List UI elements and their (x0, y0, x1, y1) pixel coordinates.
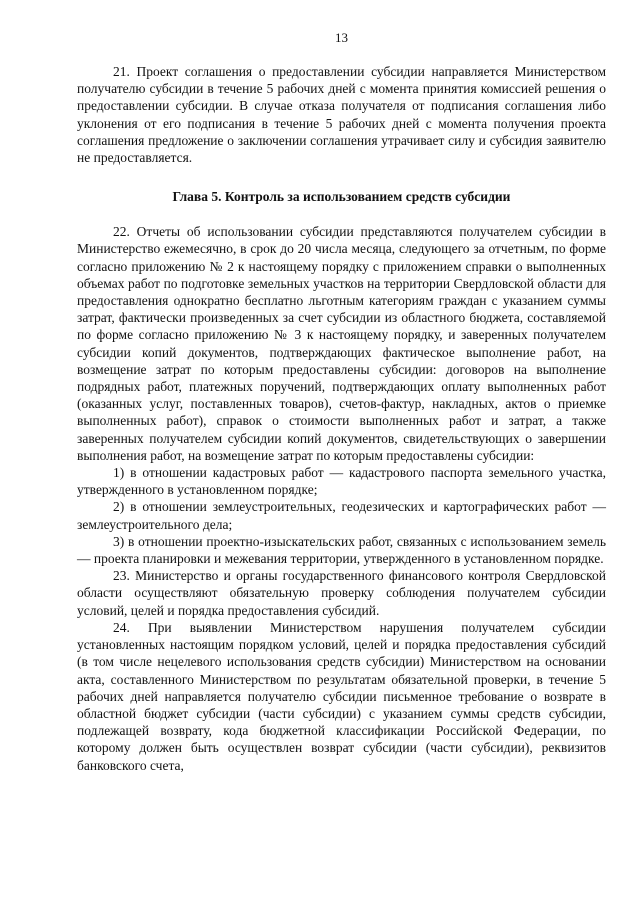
paragraph-22-item-2: 2) в отношении землеустроительных, геодезических и картографических работ — землеустроительного дела; (77, 499, 606, 532)
chapter-heading: Глава 5. Контроль за использованием средств субсидии (172, 189, 511, 205)
page-number: 13 (335, 30, 348, 45)
paragraph-23: 23. Министерство и органы государственного финансового контроля Свердловской области осуществляют обязательную проверку соблюдения получателем субсидии условий, целей и порядка предоставления субсидий. (77, 568, 606, 618)
paragraph-24: 24. При выявлении Министерством нарушения получателем субсидии установленных настоящим порядком условий, целей и порядка предоставления субсидий (в том числе нецелевого использования средств субсидии) Министерством на основании акта, составленного Министерством по результатам обязательной проверки, в течение 5 рабочих дней направляется получателю субсидии письменное требование о возврате в областной бюджет субсидии (части субсидии) с указанием суммы средств субсидии, подлежащей возврату, кода бюджетной классификации Российской Федерации, по которому должен быть осуществлен возврат субсидии (части субсидии), реквизитов банковского счета, (77, 619, 606, 773)
paragraph-21: 21. Проект соглашения о предоставлении субсидии направляется Министерством получателю субсидии в течение 5 рабочих дней с момента принятия комиссией решения о предоставлении субсидии. В случае отказа получателя от подписания соглашения либо уклонения от его подписания в течение 5 рабочих дней с момента получения проекта соглашения предложение о заключении соглашения утрачивает силу и субсидия заявителю не предоставляется. (77, 64, 606, 166)
paragraph-22-item-1: 1) в отношении кадастровых работ — кадастрового паспорта земельного участка, утвержденного в установленном порядке; (77, 465, 606, 498)
paragraph-22: 22. Отчеты об использовании субсидии представляются получателем субсидии в Министерство ежемесячно, в срок до 20 числа месяца, следующего за отчетным, по форме согласно приложению № 2 к настоящему порядку с приложением справки о выполненных объемах работ по подготовке земельных участков на территории Свердловской области для предоставления однократно бесплатно льготным категориям граждан с указанием суммы затрат, фактически произведенных за счет субсидии из областного бюджета, составляемой по форме согласно приложению № 3 к настоящему порядку, и заверенных получателем субсидии копий документов, подтверждающих фактическое выполнение работ, на возмещение затрат по которым предоставлены субсидии: договоров на выполнение подрядных работ, платежных поручений, подтверждающих оплату выполненных работ (оказанных услуг, поставленных товаров), счетов-фактур, накладных, актов о приемке выполненных работ), справок о стоимости выполненных работ и затрат, а также заверенных получателем субсидии копий документов, свидетельствующих о завершении выполнения работ, на возмещение затрат по которым предоставлены субсидии: (77, 224, 606, 463)
paragraph-22-item-3: 3) в отношении проектно-изыскательских работ, связанных с использованием земель — проекта планировки и межевания территории, утвержденного в установленном порядке. (77, 533, 606, 567)
